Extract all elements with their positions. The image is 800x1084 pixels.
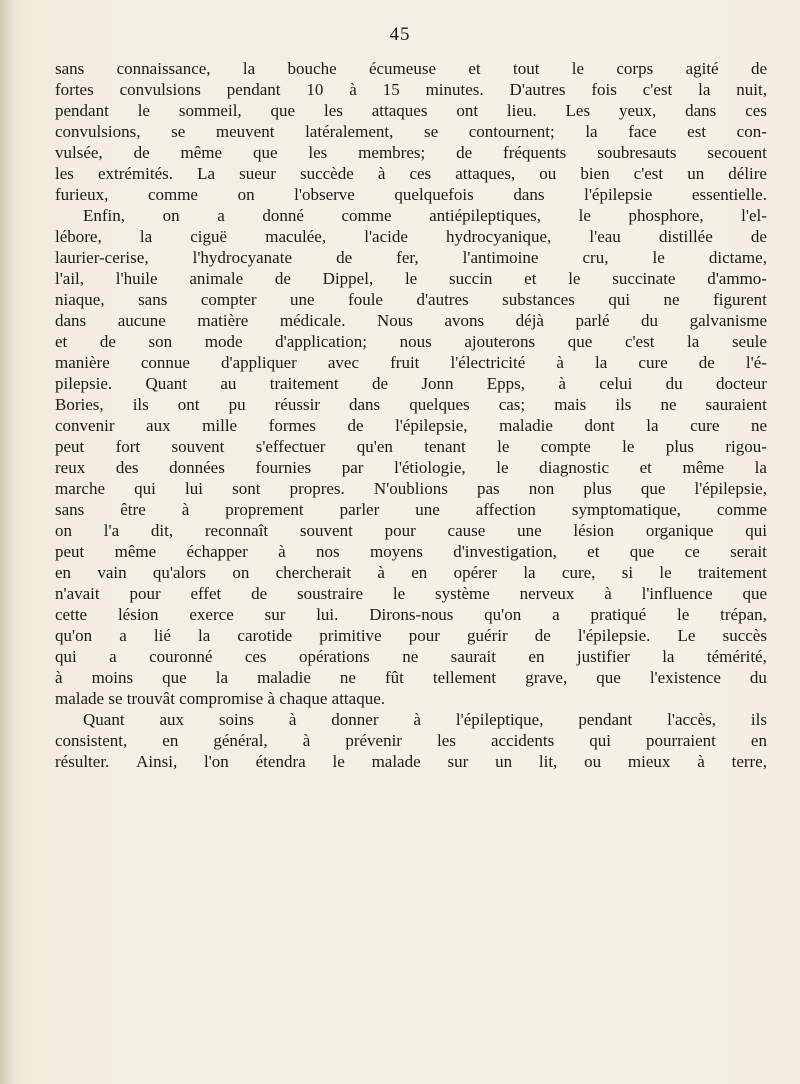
text-line: l'ail, l'huile animale de Dippel, le succin et le succinate d'ammo-	[55, 269, 767, 288]
text-line: les extrémités. La sueur succède à ces attaques, ou bien c'est un délire	[55, 164, 767, 183]
text-line: en vain qu'alors on chercherait à en opérer la cure, si le traitement	[55, 563, 767, 582]
binding-edge	[0, 0, 14, 1084]
text-line: à moins que la maladie ne fût tellement grave, que l'existence du	[55, 668, 767, 687]
text-line: et de son mode d'application; nous ajouterons que c'est la seule	[55, 332, 767, 351]
text-line: sans connaissance, la bouche écumeuse et tout le corps agité de	[55, 59, 767, 78]
text-line: marche qui lui sont propres. N'oublions pas non plus que l'épilepsie,	[55, 479, 767, 498]
text-line: laurier-cerise, l'hydrocyanate de fer, l'antimoine cru, le dictame,	[55, 248, 767, 267]
text-line: lébore, la ciguë maculée, l'acide hydrocyanique, l'eau distillée de	[55, 227, 767, 246]
body-text	[55, 58, 767, 772]
text-line: n'avait pour effet de soustraire le système nerveux à l'influence que	[55, 584, 767, 603]
text-line: dans aucune matière médicale. Nous avons déjà parlé du galvanisme	[55, 311, 767, 330]
text-line: qu'on a lié la carotide primitive pour guérir de l'épilepsie. Le succès	[55, 626, 767, 645]
text-line: vulsée, de même que les membres; de fréquents soubresauts secouent	[55, 143, 767, 162]
text-line: qui a couronné ces opérations ne saurait en justifier la témérité,	[55, 647, 767, 666]
text-line: niaque, sans compter une foule d'autres substances qui ne figurent	[55, 290, 767, 309]
text-line: sans être à proprement parler une affection symptomatique, comme	[55, 500, 767, 519]
text-line: malade se trouvât compromise à chaque attaque.	[55, 689, 385, 708]
text-line: cette lésion exerce sur lui. Dirons-nous qu'on a pratiqué le trépan,	[55, 605, 767, 624]
text-line: Quant aux soins à donner à l'épileptique, pendant l'accès, ils	[83, 710, 767, 729]
text-line: résulter. Ainsi, l'on étendra le malade sur un lit, ou mieux à terre,	[55, 752, 767, 771]
text-line: manière connue d'appliquer avec fruit l'électricité à la cure de l'é-	[55, 353, 767, 372]
text-line: Enfin, on a donné comme antiépileptiques, le phosphore, l'el-	[83, 206, 767, 225]
text-line: pendant le sommeil, que les attaques ont lieu. Les yeux, dans ces	[55, 101, 767, 120]
text-line: furieux, comme on l'observe quelquefois dans l'épilepsie essentielle.	[55, 185, 767, 204]
text-line: pilepsie. Quant au traitement de Jonn Epps, à celui du docteur	[55, 374, 767, 393]
page-number: 45	[389, 24, 411, 45]
text-line: convenir aux mille formes de l'épilepsie, maladie dont la cure ne	[55, 416, 767, 435]
text-line: convulsions, se meuvent latéralement, se contournent; la face est con-	[55, 122, 767, 141]
text-line: reux des données fournies par l'étiologie, le diagnostic et même la	[55, 458, 767, 477]
text-line: peut même échapper à nos moyens d'investigation, et que ce serait	[55, 542, 767, 561]
text-line: on l'a dit, reconnaît souvent pour cause une lésion organique qui	[55, 521, 767, 540]
text-line: consistent, en général, à prévenir les accidents qui pourraient en	[55, 731, 767, 750]
text-line: fortes convulsions pendant 10 à 15 minutes. D'autres fois c'est la nuit,	[55, 80, 767, 99]
text-line: peut fort souvent s'effectuer qu'en tenant le compte le plus rigou-	[55, 437, 767, 456]
text-line: Bories, ils ont pu réussir dans quelques cas; mais ils ne sauraient	[55, 395, 767, 414]
